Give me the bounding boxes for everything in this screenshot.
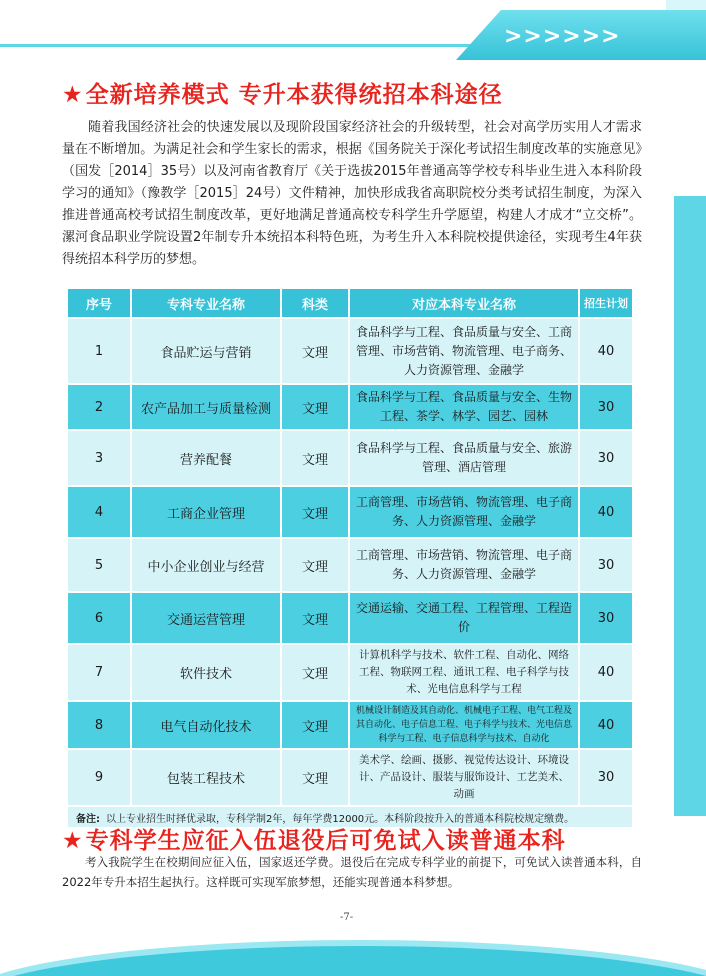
row-plan: 40	[579, 644, 633, 701]
row-undergrad: 交通运输、交通工程、工程管理、工程造价	[349, 592, 579, 644]
row-category: 文理	[281, 592, 349, 644]
row-category: 文理	[281, 538, 349, 592]
section1-title: 全新培养模式 专升本获得统招本科途径	[85, 82, 503, 108]
row-category: 文理	[281, 701, 349, 749]
table-row	[67, 749, 633, 806]
row-undergrad: 机械设计制造及其自动化、机械电子工程、电气工程及其自动化、电子信息工程、电子科学与技术、光电信息科学与工程、电子信息科学与技术、自动化	[349, 701, 579, 749]
page-number: -7-	[340, 912, 354, 923]
row-major: 营养配餐	[131, 430, 281, 486]
row-major: 工商企业管理	[131, 486, 281, 538]
row-category: 文理	[281, 318, 349, 384]
table-row	[67, 430, 633, 486]
row-plan: 30	[579, 592, 633, 644]
table-row	[67, 644, 633, 701]
chevron-arrows-icon: >>>>>>	[504, 24, 621, 49]
row-category: 文理	[281, 486, 349, 538]
note-label: 备注:	[76, 813, 100, 825]
row-undergrad: 美术学、绘画、摄影、视觉传达设计、环境设计、产品设计、服装与服饰设计、工艺美术、动画	[349, 749, 579, 806]
section1-paragraph: 随着我国经济社会的快速发展以及现阶段国家经济社会的升级转型，社会对高学历实用人才需求量在不断增加。为满足社会和学生家长的需求，根据《国务院关于深化考试招生制度改革的实施意见》（国发［2014］35号）以及河南省教育厅《关于选拔2015年普通高等学校专科毕业生进入本科阶段学习的通知》（豫教学［2015］24号）文件精神，加快形成我省高职院校分类考试招生制度，为深入推进普通高校考试招生制度改革，更好地满足普通高校专科学生升学愿望，构建人才成才“立交桥”。漯河食品职业学院设置2年制专升本统招本科特色班，为考生升入本科院校提供途径，实现考生4年获得统招本科学历的梦想。	[62, 120, 642, 267]
note-text: 以上专业招生时择优录取，专科学制2年，每年学费12000元。本科阶段按升入的普通本科院校规定缴费。	[106, 813, 575, 825]
header-undergrad: 对应本科专业名称	[349, 288, 579, 318]
row-no: 5	[67, 538, 131, 592]
row-major: 食品贮运与营销	[131, 318, 281, 384]
table-row	[67, 701, 633, 749]
row-no: 3	[67, 430, 131, 486]
header-plan: 招生计划	[579, 288, 633, 318]
row-plan: 40	[579, 701, 633, 749]
header-no: 序号	[67, 288, 131, 318]
row-plan: 40	[579, 486, 633, 538]
table-row	[67, 538, 633, 592]
section2-title: 专科学生应征入伍退役后可免试入读普通本科	[85, 828, 566, 854]
row-category: 文理	[281, 430, 349, 486]
row-category: 文理	[281, 384, 349, 430]
enrollment-table	[66, 287, 634, 829]
row-category: 文理	[281, 644, 349, 701]
row-major: 农产品加工与质量检测	[131, 384, 281, 430]
row-undergrad: 食品科学与工程、食品质量与安全、工商管理、市场营销、物流管理、电子商务、人力资源管理、金融学	[349, 318, 579, 384]
row-no: 9	[67, 749, 131, 806]
row-plan: 40	[579, 318, 633, 384]
row-major: 电气自动化技术	[131, 701, 281, 749]
table-row	[67, 486, 633, 538]
row-undergrad: 食品科学与工程、食品质量与安全、旅游管理、酒店管理	[349, 430, 579, 486]
row-major: 包装工程技术	[131, 749, 281, 806]
row-category: 文理	[281, 749, 349, 806]
header-category: 科类	[281, 288, 349, 318]
row-no: 6	[67, 592, 131, 644]
row-undergrad: 工商管理、市场营销、物流管理、电子商务、人力资源管理、金融学	[349, 538, 579, 592]
bottom-wave-dark	[0, 946, 706, 976]
row-no: 7	[67, 644, 131, 701]
row-plan: 30	[579, 430, 633, 486]
row-major: 软件技术	[131, 644, 281, 701]
top-divider-line	[0, 44, 500, 47]
row-major: 中小企业创业与经营	[131, 538, 281, 592]
row-major: 交通运营管理	[131, 592, 281, 644]
table-header-row	[67, 288, 633, 318]
section1-heading	[62, 76, 503, 109]
star-icon: ★	[62, 828, 84, 854]
row-undergrad: 计算机科学与技术、软件工程、自动化、网络工程、物联网工程、通讯工程、电子科学与技术、光电信息科学与工程	[349, 644, 579, 701]
row-no: 8	[67, 701, 131, 749]
header-major: 专科专业名称	[131, 288, 281, 318]
row-no: 1	[67, 318, 131, 384]
row-no: 4	[67, 486, 131, 538]
row-plan: 30	[579, 749, 633, 806]
table-row	[67, 384, 633, 430]
row-plan: 30	[579, 384, 633, 430]
table-row	[67, 318, 633, 384]
section2-heading	[62, 822, 566, 855]
row-plan: 30	[579, 538, 633, 592]
section2-paragraph: 考入我院学生在校期间应征入伍，国家返还学费。退役后在完成专科学业的前提下，可免试入读普通本科，自2022年专升本招生起执行。这样既可实现军旅梦想，还能实现普通本科梦想。	[62, 855, 642, 889]
star-icon: ★	[62, 82, 84, 108]
enrollment-table-wrap	[66, 287, 632, 829]
row-undergrad: 食品科学与工程、食品质量与安全、生物工程、茶学、林学、园艺、园林	[349, 384, 579, 430]
row-no: 2	[67, 384, 131, 430]
right-side-bar	[674, 196, 706, 816]
row-undergrad: 工商管理、市场营销、物流管理、电子商务、人力资源管理、金融学	[349, 486, 579, 538]
table-row	[67, 592, 633, 644]
